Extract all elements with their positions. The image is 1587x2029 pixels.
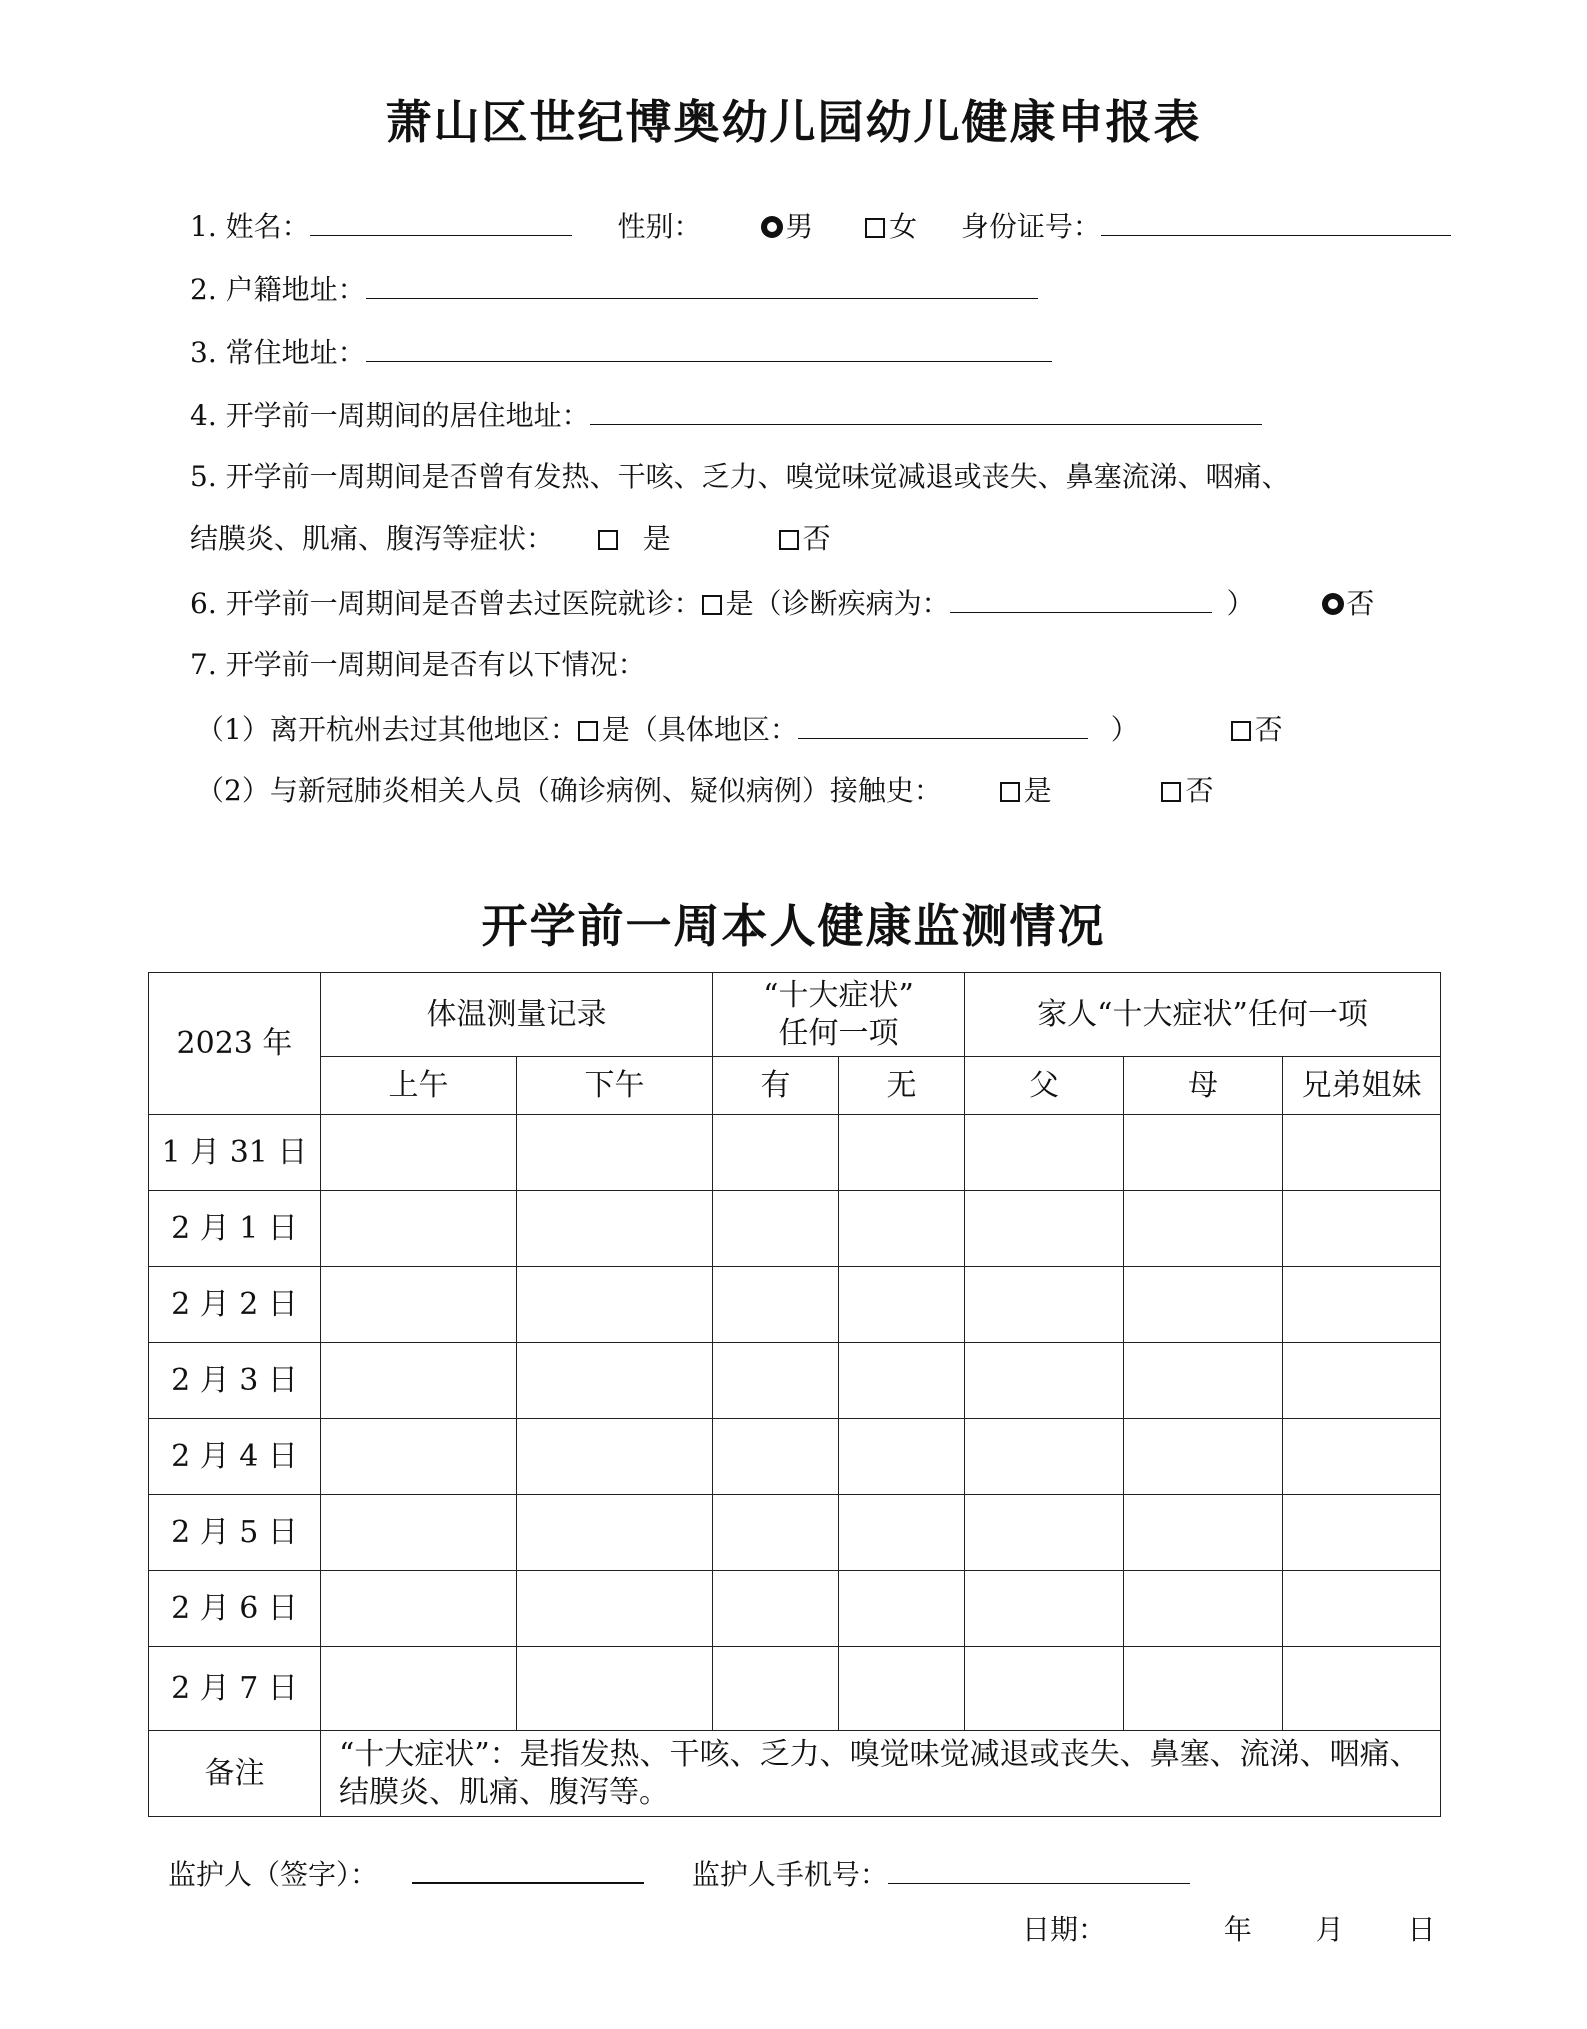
cell[interactable] (713, 1571, 839, 1647)
cell[interactable] (1124, 1343, 1283, 1419)
q6-no-label: 否 (1346, 587, 1375, 620)
q5-row2 (190, 519, 831, 559)
cell[interactable] (321, 1647, 517, 1731)
residence-address-label: 3. 常住地址： (190, 336, 366, 369)
month-label: 月 (1315, 1913, 1344, 1946)
q7-sub2-no-label: 否 (1185, 774, 1214, 807)
q5-yes-checkbox[interactable] (598, 530, 618, 550)
week-address-label: 4. 开学前一周期间的居住地址： (190, 399, 590, 432)
name-label: 1. 姓名： (190, 210, 310, 243)
symptom-header-line2: 任何一项 (778, 1015, 899, 1051)
region-field[interactable] (798, 708, 1088, 739)
date-cell: 2 月 2 日 (149, 1267, 321, 1343)
q5-no-label: 否 (802, 522, 831, 555)
col-morning: 上午 (321, 1057, 517, 1115)
table-row (149, 1495, 1441, 1571)
guardian-signature-field[interactable] (412, 1852, 644, 1884)
guardian-label: 监护人（签字）： (168, 1858, 379, 1891)
cell[interactable] (1124, 1267, 1283, 1343)
cell[interactable] (965, 1419, 1124, 1495)
cell[interactable] (839, 1419, 965, 1495)
q7-sub2-no-checkbox[interactable] (1161, 782, 1181, 802)
cell[interactable] (517, 1495, 713, 1571)
cell[interactable] (321, 1343, 517, 1419)
temperature-header: 体温测量记录 (321, 973, 713, 1057)
cell[interactable] (517, 1571, 713, 1647)
cell[interactable] (517, 1343, 713, 1419)
id-field[interactable] (1101, 205, 1451, 236)
q5-no-checkbox[interactable] (779, 530, 799, 550)
q1-row (190, 205, 1451, 247)
q7-row: 7. 开学前一周期间是否有以下情况： (190, 648, 646, 681)
name-field[interactable] (310, 205, 572, 236)
cell[interactable] (713, 1115, 839, 1191)
form-title: 萧山区世纪博奥幼儿园幼儿健康申报表 (385, 95, 1202, 149)
female-label: 女 (889, 210, 918, 243)
cell[interactable] (1283, 1267, 1441, 1343)
note-label: 备注 (149, 1731, 321, 1817)
cell[interactable] (965, 1267, 1124, 1343)
family-symptom-header: 家人“十大症状”任何一项 (965, 973, 1441, 1057)
date-cell: 2 月 7 日 (149, 1647, 321, 1731)
date-label: 日期： (1022, 1913, 1107, 1946)
col-mother: 母 (1124, 1057, 1283, 1115)
symptom-header-line1: “十大症状” (763, 977, 914, 1013)
date-cell: 2 月 6 日 (149, 1571, 321, 1647)
q7-sub2-label: （2）与新冠肺炎相关人员（确诊病例、疑似病例）接触史： (196, 774, 942, 807)
date-row (1022, 1908, 1436, 1948)
header-row-1 (149, 973, 1441, 1057)
cell[interactable] (1283, 1495, 1441, 1571)
male-radio[interactable] (761, 216, 783, 238)
cell[interactable] (321, 1495, 517, 1571)
cell[interactable] (1124, 1115, 1283, 1191)
table-row (149, 1267, 1441, 1343)
cell[interactable] (839, 1267, 965, 1343)
year-label: 年 (1223, 1913, 1252, 1946)
cell[interactable] (1283, 1571, 1441, 1647)
q7-sub1-row (196, 708, 1283, 750)
q6-yes-label: 是（诊断疾病为： (725, 587, 950, 620)
cell[interactable] (713, 1191, 839, 1267)
q6-no-radio[interactable] (1322, 593, 1344, 615)
date-cell: 2 月 3 日 (149, 1343, 321, 1419)
date-cell: 2 月 1 日 (149, 1191, 321, 1267)
cell[interactable] (713, 1419, 839, 1495)
cell[interactable] (713, 1647, 839, 1731)
diagnosis-field[interactable] (950, 582, 1212, 613)
phone-label: 监护人手机号： (691, 1858, 888, 1891)
cell[interactable] (965, 1495, 1124, 1571)
cell[interactable] (321, 1191, 517, 1267)
female-checkbox[interactable] (865, 218, 885, 238)
col-none: 无 (839, 1057, 965, 1115)
cell[interactable] (839, 1191, 965, 1267)
cell[interactable] (1124, 1571, 1283, 1647)
table-row (149, 1115, 1441, 1191)
cell[interactable] (321, 1115, 517, 1191)
cell[interactable] (839, 1495, 965, 1571)
monitor-title: 开学前一周本人健康监测情况 (481, 899, 1106, 953)
residence-address-field[interactable] (366, 331, 1052, 362)
household-address-field[interactable] (366, 268, 1038, 299)
year-header: 2023 年 (149, 973, 321, 1115)
cell[interactable] (839, 1647, 965, 1731)
q5-label: 结膜炎、肌痛、腹泻等症状： (190, 522, 555, 555)
q2-row (190, 268, 1038, 310)
guardian-row (168, 1852, 1190, 1893)
cell[interactable] (1283, 1115, 1441, 1191)
cell[interactable] (1283, 1647, 1441, 1731)
q6-close-paren: ） (1226, 587, 1255, 620)
cell[interactable] (517, 1267, 713, 1343)
col-has: 有 (713, 1057, 839, 1115)
q7-sub1-yes-label: 是（具体地区： (601, 713, 798, 746)
id-label: 身份证号： (960, 210, 1101, 243)
gender-label: 性别： (617, 210, 702, 243)
header-row-2 (149, 1057, 1441, 1115)
q7-sub2-row (196, 771, 1213, 811)
table-row (149, 1419, 1441, 1495)
cell[interactable] (713, 1495, 839, 1571)
cell[interactable] (965, 1647, 1124, 1731)
cell[interactable] (1283, 1343, 1441, 1419)
cell[interactable] (1124, 1647, 1283, 1731)
cell[interactable] (839, 1343, 965, 1419)
week-address-field[interactable] (590, 394, 1262, 425)
q7-sub1-no-checkbox[interactable] (1231, 721, 1251, 741)
cell[interactable] (517, 1647, 713, 1731)
day-label: 日 (1407, 1913, 1436, 1946)
cell[interactable] (965, 1343, 1124, 1419)
cell[interactable] (1283, 1191, 1441, 1267)
q7-sub1-no-label: 否 (1254, 713, 1283, 746)
q6-label: 6. 开学前一周期间是否曾去过医院就诊： (190, 587, 702, 620)
q7-sub1-yes-checkbox[interactable] (578, 721, 598, 741)
cell[interactable] (1124, 1191, 1283, 1267)
table-row (149, 1343, 1441, 1419)
cell[interactable] (839, 1571, 965, 1647)
date-cell: 1 月 31 日 (149, 1115, 321, 1191)
cell[interactable] (321, 1267, 517, 1343)
cell[interactable] (517, 1191, 713, 1267)
q7-sub2-yes-label: 是 (1023, 774, 1052, 807)
note-row (149, 1731, 1441, 1817)
cell[interactable] (517, 1115, 713, 1191)
symptom-header (713, 973, 965, 1057)
cell[interactable] (1124, 1419, 1283, 1495)
cell[interactable] (713, 1267, 839, 1343)
q6-row (190, 582, 1374, 624)
note-text: “十大症状”：是指发热、干咳、乏力、嗅觉味觉减退或丧失、鼻塞、流涕、咽痛、结膜炎、肌痛、腹泻等。 (321, 1731, 1441, 1817)
health-monitor-table (148, 972, 1441, 1817)
q4-row (190, 394, 1262, 436)
cell[interactable] (965, 1571, 1124, 1647)
cell[interactable] (321, 1571, 517, 1647)
cell[interactable] (839, 1115, 965, 1191)
cell[interactable] (713, 1343, 839, 1419)
cell[interactable] (965, 1115, 1124, 1191)
cell[interactable] (1283, 1419, 1441, 1495)
col-siblings: 兄弟姐妹 (1283, 1057, 1441, 1115)
q7-sub1-close-paren: ） (1110, 713, 1139, 746)
phone-field[interactable] (888, 1853, 1190, 1884)
q5-row1: 5. 开学前一周期间是否曾有发热、干咳、乏力、嗅觉味觉减退或丧失、鼻塞流涕、咽痛、 (190, 460, 1290, 493)
col-afternoon: 下午 (517, 1057, 713, 1115)
cell[interactable] (965, 1191, 1124, 1267)
q7-sub2-yes-checkbox[interactable] (1000, 782, 1020, 802)
q6-yes-checkbox[interactable] (702, 595, 722, 615)
q7-sub1-label: （1）离开杭州去过其他地区： (196, 713, 578, 746)
q5-yes-label: 是 (642, 522, 671, 555)
table-row (149, 1191, 1441, 1267)
male-label: 男 (785, 210, 814, 243)
q3-row (190, 331, 1052, 373)
date-cell: 2 月 5 日 (149, 1495, 321, 1571)
cell[interactable] (517, 1419, 713, 1495)
cell[interactable] (1124, 1495, 1283, 1571)
date-cell: 2 月 4 日 (149, 1419, 321, 1495)
col-father: 父 (965, 1057, 1124, 1115)
household-address-label: 2. 户籍地址： (190, 273, 366, 306)
cell[interactable] (321, 1419, 517, 1495)
table-row (149, 1647, 1441, 1731)
table-row (149, 1571, 1441, 1647)
